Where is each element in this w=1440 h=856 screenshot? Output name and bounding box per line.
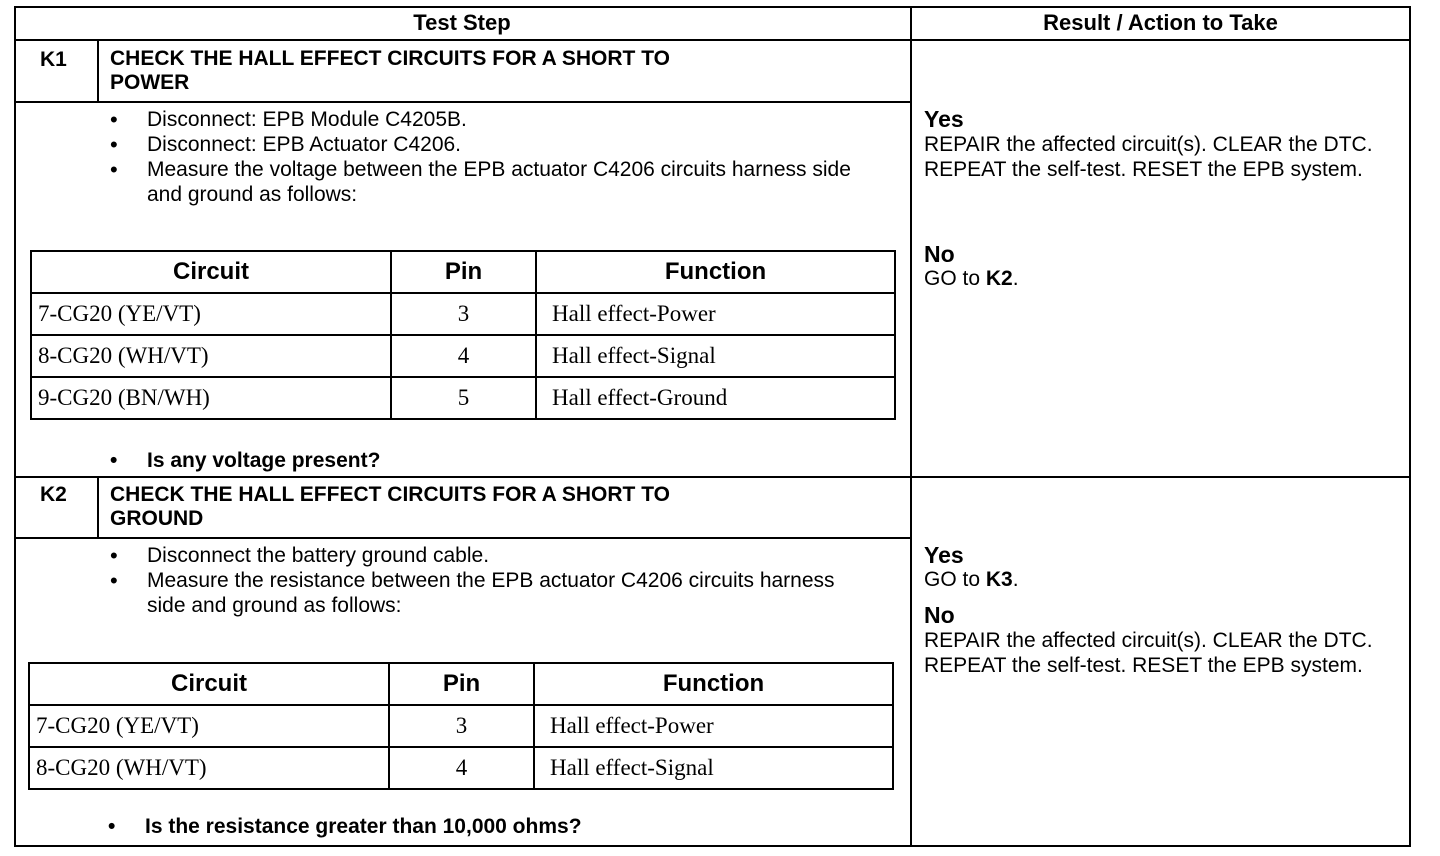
k2-bullet-2: • Measure the resistance between the EPB actuator C4206 circuits harness side and ground as follows:: [110, 568, 840, 618]
circuit-cell: 7-CG20 (YE/VT): [31, 293, 391, 335]
k1-bullet-2: • Disconnect: EPB Actuator C4206.: [110, 132, 870, 157]
step-title-k1: [110, 47, 900, 95]
k1-th-function: Function: [536, 251, 895, 293]
k2-no-label: No: [924, 602, 955, 628]
k1-no-prefix: GO to: [924, 267, 986, 290]
k1-title-bottom-border: [14, 101, 911, 103]
k2-yes-label: Yes: [924, 542, 964, 568]
circuit-cell: 8-CG20 (WH/VT): [31, 335, 391, 377]
k1-no-suffix: .: [1012, 267, 1019, 290]
header-result-action: Result / Action to Take: [1043, 10, 1278, 35]
function-cell: Hall effect-Signal: [536, 335, 895, 377]
k2-th-pin: Pin: [389, 663, 534, 705]
table-row: [31, 293, 895, 335]
outer-top-border: [14, 6, 1410, 8]
table-row: [31, 377, 895, 419]
k1-k2-separator: [14, 476, 1410, 478]
pin-cell: 4: [389, 747, 534, 789]
function-cell: Hall effect-Power: [534, 705, 893, 747]
k1-th-pin: Pin: [391, 251, 536, 293]
k2-yes-suffix: .: [1012, 568, 1019, 591]
k1-no-label: No: [924, 241, 955, 267]
k1-table-header-row: [31, 251, 895, 293]
function-cell: Hall effect-Signal: [534, 747, 893, 789]
k1-th-circuit: Circuit: [31, 251, 391, 293]
k2-question: • Is the resistance greater than 10,000 ohms?: [108, 815, 582, 839]
k2-th-circuit: Circuit: [29, 663, 389, 705]
k2-yes-prefix: GO to: [924, 568, 986, 591]
table-row: [29, 747, 893, 789]
step-id-k1: K1: [40, 48, 67, 71]
k2-table-header-row: [29, 663, 893, 705]
k1-pin-table: [30, 250, 896, 420]
k1-id-divider: [97, 39, 99, 102]
step-title-k2: [110, 483, 900, 531]
header-test-step: Test Step: [413, 10, 511, 35]
k1-goto-k2-link[interactable]: K2: [985, 267, 1013, 290]
k1-bullet-3: • Measure the voltage between the EPB actuator C4206 circuits harness side and ground as follows:: [110, 157, 870, 207]
table-row: [31, 335, 895, 377]
outer-bottom-border: [14, 845, 1410, 847]
k2-pin-table: [28, 662, 894, 790]
outer-right-border: [1409, 6, 1411, 847]
k1-question: • Is any voltage present?: [110, 449, 380, 473]
k1-yes-label: Yes: [924, 106, 964, 132]
k2-th-function: Function: [534, 663, 893, 705]
header-bottom-border: [14, 39, 1410, 41]
k1-bullet-1: • Disconnect: EPB Module C4205B.: [110, 107, 870, 132]
k2-no-text: REPAIR the affected circuit(s). CLEAR the DTC. REPEAT the self-test. RESET the EPB system.: [924, 629, 1373, 677]
function-cell: Hall effect-Power: [536, 293, 895, 335]
circuit-cell: 8-CG20 (WH/VT): [29, 747, 389, 789]
pin-cell: 5: [391, 377, 536, 419]
k2-title-bottom-border: [14, 537, 911, 539]
step-id-k2: K2: [40, 483, 67, 506]
k1-yes-text: REPAIR the affected circuit(s). CLEAR the DTC. REPEAT the self-test. RESET the EPB system.: [924, 133, 1373, 181]
circuit-cell: 9-CG20 (BN/WH): [31, 377, 391, 419]
step-title-k1-line2: POWER: [110, 71, 190, 94]
k2-instructions: [110, 543, 840, 618]
outer-left-border: [14, 6, 16, 847]
pin-cell: 3: [389, 705, 534, 747]
step-title-k1-line1: CHECK THE HALL EFFECT CIRCUITS FOR A SHORT TO: [110, 47, 670, 70]
function-cell: Hall effect-Ground: [536, 377, 895, 419]
k1-no-text: [924, 266, 1019, 291]
pin-cell: 3: [391, 293, 536, 335]
k2-yes-text: [924, 567, 1019, 592]
k1-instructions: [110, 107, 870, 207]
k2-goto-k3-link[interactable]: K3: [985, 568, 1013, 591]
step-title-k2-line1: CHECK THE HALL EFFECT CIRCUITS FOR A SHORT TO: [110, 483, 670, 506]
table-row: [29, 705, 893, 747]
k2-id-divider: [97, 476, 99, 538]
pin-cell: 4: [391, 335, 536, 377]
step-title-k2-line2: GROUND: [110, 507, 204, 530]
circuit-cell: 7-CG20 (YE/VT): [29, 705, 389, 747]
column-divider: [910, 6, 912, 847]
k2-bullet-1: • Disconnect the battery ground cable.: [110, 543, 840, 568]
